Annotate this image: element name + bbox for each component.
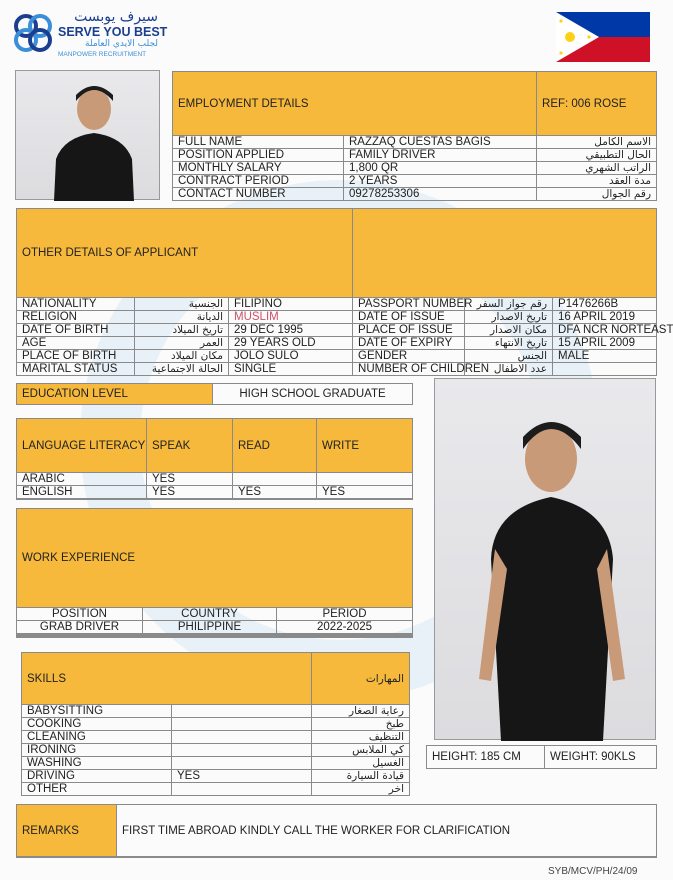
row-label-arabic: التنظيف xyxy=(312,731,410,744)
row-label: NATIONALITY xyxy=(17,298,135,311)
remarks-value: FIRST TIME ABROAD KINDLY CALL THE WORKER FOR CLARIFICATION xyxy=(117,805,657,857)
measurements-table xyxy=(426,745,657,769)
other-details-row xyxy=(17,298,657,311)
work-row xyxy=(17,637,413,638)
column-header: LANGUAGE LITERACY xyxy=(17,419,147,473)
column-header: PERIOD xyxy=(277,608,413,621)
table-cell: 2022-2025 xyxy=(277,621,413,634)
employment-row xyxy=(173,188,657,201)
table-cell: YES xyxy=(317,486,413,499)
remarks-table xyxy=(16,804,657,858)
row-label-arabic: الديانة xyxy=(135,311,229,324)
table-cell xyxy=(17,499,147,500)
row-label-arabic: تاريخ الاصدار xyxy=(465,311,553,324)
row-value: FAMILY DRIVER xyxy=(344,149,537,162)
row-value xyxy=(172,731,312,744)
other-details-header-blank xyxy=(353,209,657,298)
row-value xyxy=(172,757,312,770)
language-row xyxy=(17,499,413,500)
table-cell xyxy=(17,637,143,638)
row-value: 1,800 QR xyxy=(344,162,537,175)
skill-row xyxy=(22,731,410,744)
row-label-arabic: قيادة السيارة xyxy=(312,770,410,783)
employment-header: EMPLOYMENT DETAILS xyxy=(173,72,537,136)
row-label: PASSPORT NUMBER xyxy=(353,298,465,311)
column-header: POSITION xyxy=(17,608,143,621)
religion-value: MUSLIM xyxy=(229,311,353,324)
table-cell: YES xyxy=(147,486,233,499)
other-details-row xyxy=(17,337,657,350)
work-columns-row xyxy=(17,608,413,621)
other-details-row xyxy=(17,324,657,337)
row-label-arabic: رعاية الصغار xyxy=(312,705,410,718)
row-label: CONTACT NUMBER xyxy=(173,188,344,201)
row-value: 2 YEARS xyxy=(344,175,537,188)
logo-tagline: MANPOWER RECRUITMENT xyxy=(58,51,147,58)
row-label-arabic: اخر xyxy=(312,783,410,796)
row-label-arabic: الحالة الاجتماعية xyxy=(135,363,229,376)
row-label: IRONING xyxy=(22,744,172,757)
table-cell xyxy=(143,637,277,638)
table-cell: YES xyxy=(147,473,233,486)
language-header-row xyxy=(17,419,413,473)
row-label-arabic: العمر xyxy=(135,337,229,350)
row-label: MARITAL STATUS xyxy=(17,363,135,376)
person-silhouette-icon xyxy=(16,71,161,201)
row-label: BABYSITTING xyxy=(22,705,172,718)
other-details-row xyxy=(17,363,657,376)
work-experience-table xyxy=(16,508,413,638)
height-value: HEIGHT: 185 CM xyxy=(427,746,545,769)
column-header: SPEAK xyxy=(147,419,233,473)
row-value: MALE xyxy=(553,350,657,363)
form-code: SYB/MCV/PH/24/09 xyxy=(548,866,638,877)
row-label: AGE xyxy=(17,337,135,350)
applicant-photo-small xyxy=(15,70,160,200)
table-cell: GRAB DRIVER xyxy=(17,621,143,634)
row-label: DATE OF EXPIRY xyxy=(353,337,465,350)
row-label-arabic: الجنسية xyxy=(135,298,229,311)
skill-row xyxy=(22,757,410,770)
row-label: CLEANING xyxy=(22,731,172,744)
row-value: 15 APRIL 2009 xyxy=(553,337,657,350)
column-header: WRITE xyxy=(317,419,413,473)
other-details-table xyxy=(16,208,673,376)
language-row xyxy=(17,473,413,486)
skills-header: SKILLS xyxy=(22,653,312,705)
row-value xyxy=(553,363,657,376)
remarks-blank-row xyxy=(17,857,657,858)
logo-name: SERVE YOU BEST xyxy=(58,25,168,39)
skill-row xyxy=(22,705,410,718)
person-full-body-icon xyxy=(435,379,657,741)
row-value: SINGLE xyxy=(229,363,353,376)
row-value: FILIPINO xyxy=(229,298,353,311)
applicant-photo-large xyxy=(434,378,656,740)
row-label-arabic: مكان الاصدار xyxy=(465,324,553,337)
skill-row xyxy=(22,770,410,783)
reference-number: REF: 006 ROSE xyxy=(537,72,657,136)
table-cell: YES xyxy=(233,486,317,499)
row-label-arabic: الغسيل xyxy=(312,757,410,770)
row-label-arabic: كي الملابس xyxy=(312,744,410,757)
row-label-arabic: الحال التطبيقي xyxy=(537,149,657,162)
row-label: GENDER xyxy=(353,350,465,363)
row-label-arabic: الجنس xyxy=(465,350,553,363)
row-label: POSITION APPLIED xyxy=(173,149,344,162)
row-label-arabic: طبخ xyxy=(312,718,410,731)
row-value xyxy=(172,744,312,757)
row-label: PLACE OF BIRTH xyxy=(17,350,135,363)
row-label: OTHER xyxy=(22,783,172,796)
table-cell xyxy=(233,499,317,500)
table-cell: PHILIPPINE xyxy=(143,621,277,634)
work-row xyxy=(17,621,413,634)
weight-value: WEIGHT: 90KLS xyxy=(545,746,657,769)
row-label: DATE OF ISSUE xyxy=(353,311,465,324)
employment-details-table xyxy=(172,71,657,201)
education-value: HIGH SCHOOL GRADUATE xyxy=(213,384,413,405)
logo-arabic-tagline: لجلب الايدي العاملة xyxy=(85,39,158,49)
table-cell: ARABIC xyxy=(17,473,147,486)
row-value: RAZZAQ CUESTAS BAGIS xyxy=(344,136,537,149)
philippine-flag-icon xyxy=(556,12,650,62)
row-value xyxy=(172,705,312,718)
row-value: 29 YEARS OLD xyxy=(229,337,353,350)
column-header: READ xyxy=(233,419,317,473)
employment-row xyxy=(173,136,657,149)
row-value: 09278253306 xyxy=(344,188,537,201)
table-cell xyxy=(277,637,413,638)
language-row xyxy=(17,486,413,499)
row-label-arabic: تاريخ الانتهاء xyxy=(465,337,553,350)
skills-header-arabic: المهارات xyxy=(312,653,410,705)
work-experience-header: WORK EXPERIENCE xyxy=(17,509,413,608)
row-label-arabic: تاريخ الميلاد xyxy=(135,324,229,337)
row-label-arabic: عدد الاطفال xyxy=(465,363,553,376)
table-cell xyxy=(233,473,317,486)
table-cell xyxy=(317,499,413,500)
row-label-arabic: رقم الجوال xyxy=(537,188,657,201)
other-details-header: OTHER DETAILS OF APPLICANT xyxy=(17,209,353,298)
row-value: 16 APRIL 2019 xyxy=(553,311,657,324)
skill-row xyxy=(22,718,410,731)
column-header: COUNTRY xyxy=(143,608,277,621)
education-table xyxy=(16,383,413,405)
skill-row xyxy=(22,783,410,796)
row-label-arabic: الاسم الكامل xyxy=(537,136,657,149)
row-value: YES xyxy=(172,770,312,783)
table-cell: ENGLISH xyxy=(17,486,147,499)
other-details-row xyxy=(17,311,657,324)
row-label: RELIGION xyxy=(17,311,135,324)
row-label: DATE OF BIRTH xyxy=(17,324,135,337)
employment-row xyxy=(173,175,657,188)
language-table xyxy=(16,418,413,500)
row-value xyxy=(172,783,312,796)
row-label: COOKING xyxy=(22,718,172,731)
row-label: PLACE OF ISSUE xyxy=(353,324,465,337)
row-label-arabic: الراتب الشهري xyxy=(537,162,657,175)
remarks-label: REMARKS xyxy=(17,805,117,857)
row-label: WASHING xyxy=(22,757,172,770)
row-label: DRIVING xyxy=(22,770,172,783)
logo-arabic-name: سيرف يوبست xyxy=(74,9,158,25)
skill-row xyxy=(22,744,410,757)
row-label: FULL NAME xyxy=(173,136,344,149)
employment-row xyxy=(173,149,657,162)
table-cell xyxy=(317,473,413,486)
other-details-row xyxy=(17,350,657,363)
skills-table xyxy=(21,652,410,796)
row-value: JOLO SULO xyxy=(229,350,353,363)
row-value: P1476266B xyxy=(553,298,657,311)
row-label-arabic: مدة العقد xyxy=(537,175,657,188)
table-cell xyxy=(147,499,233,500)
row-label-arabic: مكان الميلاد xyxy=(135,350,229,363)
row-label-arabic: رقم جواز السفر xyxy=(465,298,553,311)
employment-row xyxy=(173,162,657,175)
row-value: 29 DEC 1995 xyxy=(229,324,353,337)
row-label: CONTRACT PERIOD xyxy=(173,175,344,188)
row-value xyxy=(172,718,312,731)
row-value: DFA NCR NORTEAST xyxy=(553,324,657,337)
logo-knot-icon xyxy=(12,12,54,54)
education-label: EDUCATION LEVEL xyxy=(17,384,213,405)
row-label: NUMBER OF CHILDREN xyxy=(353,363,465,376)
row-label: MONTHLY SALARY xyxy=(173,162,344,175)
